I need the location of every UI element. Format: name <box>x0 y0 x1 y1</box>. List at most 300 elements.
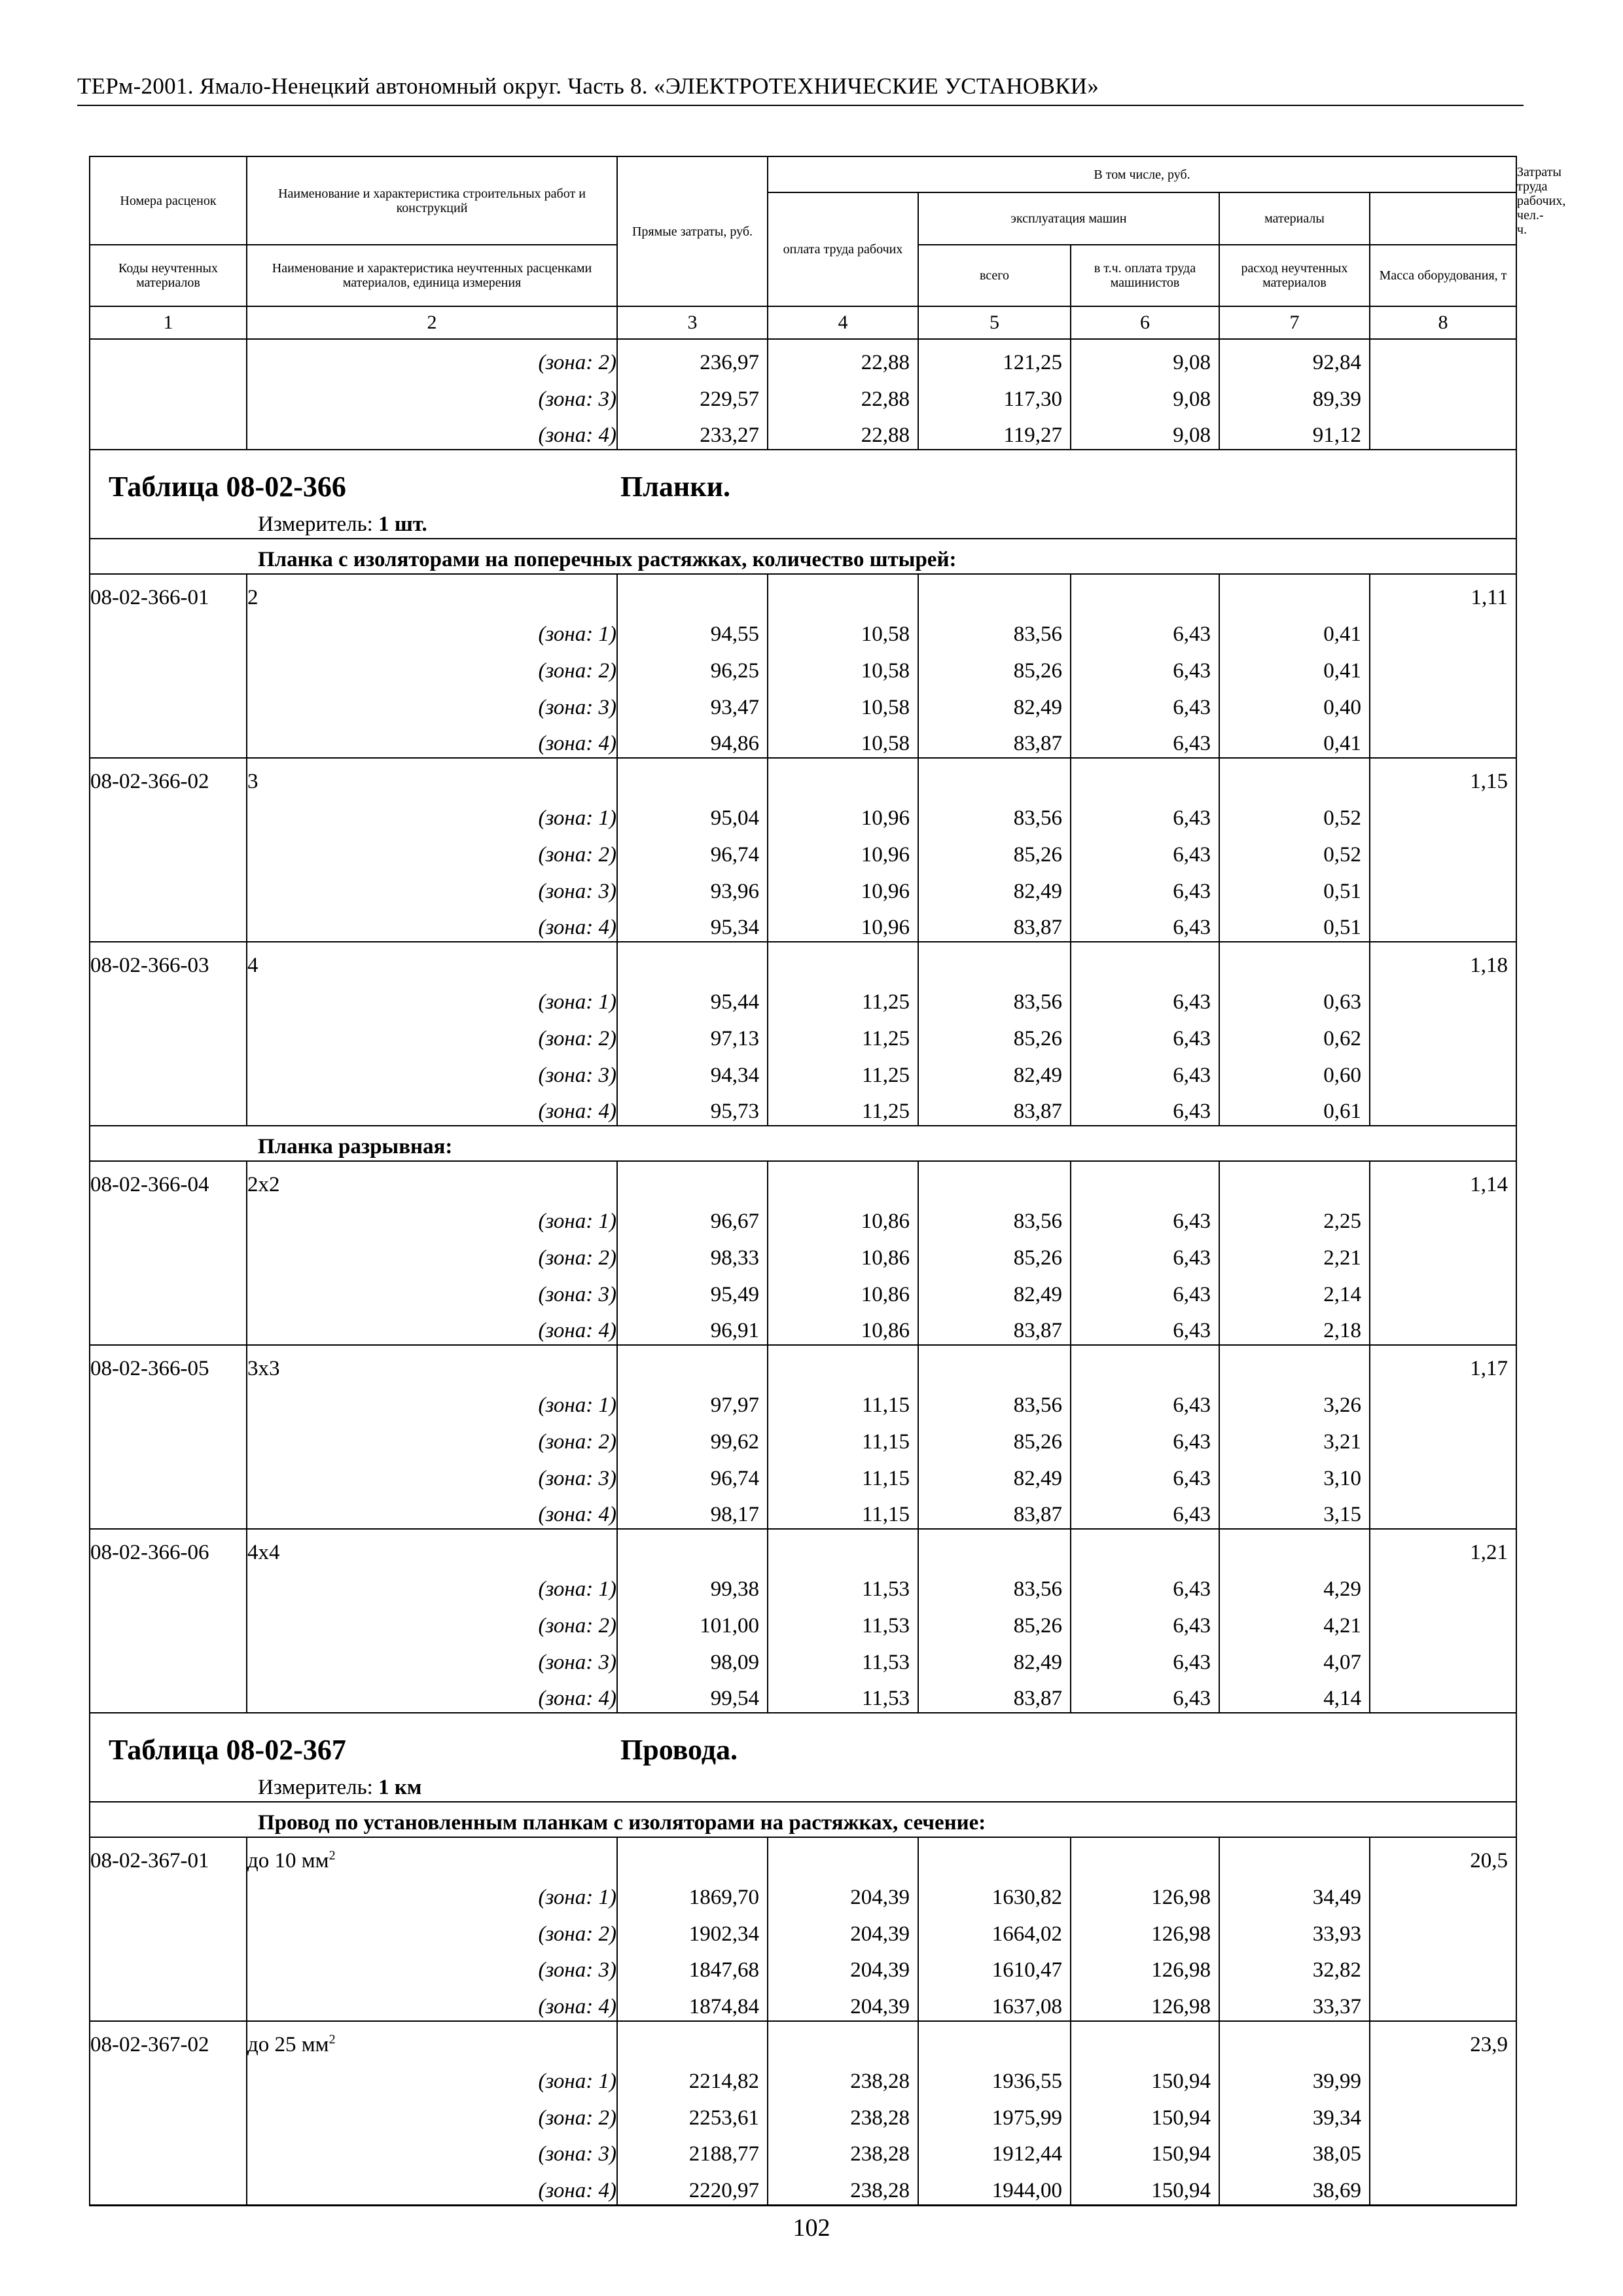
zone-row <box>90 1640 1516 1676</box>
value-cell: 1869,70 <box>617 1874 768 1911</box>
rate-code: 08-02-366-05 <box>90 1345 247 1382</box>
rate-code-cell <box>90 795 247 832</box>
value-cell: 0,63 <box>1219 979 1370 1016</box>
value-cell: 0,40 <box>1219 685 1370 721</box>
value-cell: 97,13 <box>617 1016 768 1052</box>
value-cell <box>1219 574 1370 611</box>
labor-hours-cell <box>1370 1052 1516 1089</box>
labor-hours-cell <box>1370 1874 1516 1911</box>
labor-hours-cell <box>1370 1456 1516 1492</box>
rate-row <box>90 1529 1516 1566</box>
zone-label: (зона: 4) <box>247 905 617 942</box>
value-cell: 99,62 <box>617 1419 768 1456</box>
labor-hours-cell <box>1370 1676 1516 1713</box>
labor-hours-cell <box>1370 376 1516 413</box>
rate-name-text: 2 <box>247 586 259 610</box>
labor-hours-cell <box>1370 1566 1516 1603</box>
rate-code-cell <box>90 1016 247 1052</box>
value-cell <box>918 2021 1071 2058</box>
value-cell: 83,87 <box>918 905 1071 942</box>
col-number: 1 <box>90 306 247 339</box>
value-cell: 3,21 <box>1219 1419 1370 1456</box>
value-cell: 33,93 <box>1219 1911 1370 1948</box>
col-header-rate-number: Номера расценок <box>90 156 247 245</box>
value-cell: 0,41 <box>1219 648 1370 685</box>
value-cell: 22,88 <box>768 339 918 376</box>
value-cell: 83,87 <box>918 721 1071 759</box>
zone-row <box>90 1235 1516 1272</box>
zone-row <box>90 832 1516 869</box>
col-header-machines: эксплуатация машин <box>918 192 1219 245</box>
rate-code-cell <box>90 611 247 648</box>
labor-hours-cell <box>1370 1308 1516 1346</box>
labor-hours-cell <box>1370 1911 1516 1948</box>
zone-row <box>90 1198 1516 1235</box>
col-header-work-name: Наименование и характеристика строительных работ и конструкций <box>247 156 617 245</box>
value-cell: 11,53 <box>768 1603 918 1640</box>
value-cell <box>617 574 768 611</box>
value-cell: 0,52 <box>1219 832 1370 869</box>
value-cell <box>1071 1529 1219 1566</box>
labor-hours: 1,15 <box>1370 758 1516 795</box>
rate-code-cell <box>90 1308 247 1346</box>
value-cell: 204,39 <box>768 1911 918 1948</box>
value-cell: 93,47 <box>617 685 768 721</box>
value-cell: 2188,77 <box>617 2132 768 2168</box>
zone-label: (зона: 4) <box>247 413 617 450</box>
value-cell: 238,28 <box>768 2168 918 2205</box>
rate-code-cell <box>90 832 247 869</box>
zone-label: (зона: 2) <box>247 339 617 376</box>
value-cell: 10,58 <box>768 721 918 759</box>
zone-row <box>90 1272 1516 1308</box>
value-cell <box>918 942 1071 979</box>
labor-hours-cell <box>1370 1948 1516 1984</box>
value-cell: 10,96 <box>768 905 918 942</box>
zone-label: (зона: 3) <box>247 869 617 905</box>
zone-label: (зона: 2) <box>247 1419 617 1456</box>
group-heading-row <box>90 1802 1516 1837</box>
rate-name <box>247 1837 617 1874</box>
value-cell: 2,25 <box>1219 1198 1370 1235</box>
group-heading: Планка с изоляторами на поперечных растяжках, количество штырей: <box>90 539 1516 574</box>
zone-row <box>90 1382 1516 1419</box>
value-cell: 2253,61 <box>617 2095 768 2132</box>
value-cell <box>617 1529 768 1566</box>
col-header-materials: материалы <box>1219 192 1370 245</box>
value-cell: 6,43 <box>1071 1456 1219 1492</box>
rate-row <box>90 2021 1516 2058</box>
labor-hours: 20,5 <box>1370 1837 1516 1874</box>
zone-label: (зона: 1) <box>247 1566 617 1603</box>
value-cell: 6,43 <box>1071 1566 1219 1603</box>
col-header-material-codes: Коды неучтенных материалов <box>90 245 247 306</box>
value-cell: 98,33 <box>617 1235 768 1272</box>
value-cell: 97,97 <box>617 1382 768 1419</box>
value-cell: 126,98 <box>1071 1874 1219 1911</box>
value-cell: 10,96 <box>768 869 918 905</box>
value-cell <box>617 2021 768 2058</box>
value-cell: 11,25 <box>768 1052 918 1089</box>
rate-name-text: 2x2 <box>247 1173 280 1197</box>
value-cell: 238,28 <box>768 2132 918 2168</box>
value-cell <box>918 574 1071 611</box>
zone-label: (зона: 3) <box>247 1456 617 1492</box>
labor-hours-cell <box>1370 795 1516 832</box>
value-cell: 98,17 <box>617 1492 768 1530</box>
value-cell: 38,05 <box>1219 2132 1370 2168</box>
value-cell <box>768 2021 918 2058</box>
value-cell: 85,26 <box>918 1603 1071 1640</box>
rate-code: 08-02-366-06 <box>90 1529 247 1566</box>
value-cell <box>617 758 768 795</box>
zone-label: (зона: 2) <box>247 648 617 685</box>
value-cell: 11,53 <box>768 1676 918 1713</box>
value-cell: 11,15 <box>768 1382 918 1419</box>
value-cell: 95,34 <box>617 905 768 942</box>
rate-code-cell <box>90 1089 247 1126</box>
labor-hours: 1,17 <box>1370 1345 1516 1382</box>
zone-label: (зона: 4) <box>247 1492 617 1530</box>
measure-value: 1 шт. <box>378 512 427 537</box>
value-cell: 94,34 <box>617 1052 768 1089</box>
group-heading-row <box>90 539 1516 574</box>
zone-label: (зона: 3) <box>247 1640 617 1676</box>
zone-row <box>90 1566 1516 1603</box>
value-cell: 85,26 <box>918 1016 1071 1052</box>
zone-label: (зона: 1) <box>247 611 617 648</box>
labor-hours-cell <box>1370 1603 1516 1640</box>
rate-code-cell <box>90 2168 247 2205</box>
value-cell: 83,56 <box>918 1382 1071 1419</box>
zone-row <box>90 1911 1516 1948</box>
labor-hours: 1,11 <box>1370 574 1516 611</box>
rate-code-cell <box>90 1419 247 1456</box>
labor-hours-cell <box>1370 1984 1516 2021</box>
group-heading: Планка разрывная: <box>90 1126 1516 1161</box>
value-cell: 10,58 <box>768 648 918 685</box>
zone-row <box>90 1456 1516 1492</box>
value-cell: 4,21 <box>1219 1603 1370 1640</box>
labor-hours: 1,18 <box>1370 942 1516 979</box>
value-cell <box>918 758 1071 795</box>
col-header-machines-total: всего <box>918 245 1071 306</box>
value-cell: 0,52 <box>1219 795 1370 832</box>
value-cell: 6,43 <box>1071 1272 1219 1308</box>
labor-hours-cell <box>1370 2058 1516 2095</box>
section-title-row <box>90 1713 1516 1767</box>
rate-name <box>247 1529 617 1566</box>
value-cell: 99,54 <box>617 1676 768 1713</box>
table-header: Номера расценок Наименование и характеристика строительных работ и конструкций Прямые затраты, руб. В том числе, руб. Затраты труда рабочих, чел.-ч. оплата труда рабочих эксплуатация машин материалы Коды неучтенных материалов Наименование и характеристика неучтенных расценками материалов, единица измерения всего в т.ч. оплата труда машинистов расход неучтенных материалов Масса оборудования, т 1 2 3 4 5 6 7 8 <box>90 156 1516 339</box>
value-cell: 83,87 <box>918 1089 1071 1126</box>
zone-label: (зона: 2) <box>247 1016 617 1052</box>
labor-hours-cell <box>1370 1640 1516 1676</box>
rate-code-cell <box>90 1052 247 1089</box>
value-cell: 6,43 <box>1071 685 1219 721</box>
zone-label: (зона: 3) <box>247 685 617 721</box>
rate-code-cell <box>90 1198 247 1235</box>
col-header-direct-costs: Прямые затраты, руб. <box>617 156 768 306</box>
rate-code-cell <box>90 1676 247 1713</box>
section-title-cell <box>90 450 1516 504</box>
rate-name-text: 4x4 <box>247 1541 280 1565</box>
value-cell: 11,53 <box>768 1566 918 1603</box>
col-header-including: В том числе, руб. <box>768 156 1516 192</box>
col-number: 7 <box>1219 306 1370 339</box>
rate-code-cell <box>90 1382 247 1419</box>
value-cell: 6,43 <box>1071 1308 1219 1346</box>
zone-label: (зона: 2) <box>247 2095 617 2132</box>
value-cell: 98,09 <box>617 1640 768 1676</box>
value-cell: 6,43 <box>1071 1492 1219 1530</box>
value-cell <box>1071 2021 1219 2058</box>
value-cell: 22,88 <box>768 413 918 450</box>
zone-row <box>90 339 1516 376</box>
zone-label: (зона: 2) <box>247 832 617 869</box>
zone-row <box>90 2095 1516 2132</box>
value-cell: 9,08 <box>1071 339 1219 376</box>
value-cell: 6,43 <box>1071 1089 1219 1126</box>
value-cell: 9,08 <box>1071 413 1219 450</box>
zone-label: (зона: 4) <box>247 2168 617 2205</box>
labor-hours-cell <box>1370 1272 1516 1308</box>
value-cell: 1664,02 <box>918 1911 1071 1948</box>
section-title-row <box>90 450 1516 504</box>
measure-row <box>90 504 1516 539</box>
value-cell <box>1071 758 1219 795</box>
zone-label: (зона: 1) <box>247 979 617 1016</box>
value-cell <box>768 1529 918 1566</box>
zone-row <box>90 2168 1516 2205</box>
value-cell: 121,25 <box>918 339 1071 376</box>
value-cell: 204,39 <box>768 1874 918 1911</box>
value-cell: 91,12 <box>1219 413 1370 450</box>
zone-label: (зона: 3) <box>247 2132 617 2168</box>
labor-hours-cell <box>1370 832 1516 869</box>
value-cell: 101,00 <box>617 1603 768 1640</box>
value-cell <box>1219 942 1370 979</box>
table-body <box>90 339 1516 2206</box>
labor-hours-cell <box>1370 2132 1516 2168</box>
col-header-labor-pay: оплата труда рабочих <box>768 192 918 306</box>
value-cell: 0,60 <box>1219 1052 1370 1089</box>
value-cell: 1944,00 <box>918 2168 1071 2205</box>
value-cell: 94,86 <box>617 721 768 759</box>
zone-label: (зона: 1) <box>247 795 617 832</box>
table-label: Таблица 08-02-366 <box>109 471 346 503</box>
labor-hours: 1,14 <box>1370 1161 1516 1198</box>
value-cell: 6,43 <box>1071 611 1219 648</box>
value-cell: 0,61 <box>1219 1089 1370 1126</box>
zone-label: (зона: 2) <box>247 1603 617 1640</box>
zone-label: (зона: 4) <box>247 1089 617 1126</box>
rate-code-cell <box>90 1603 247 1640</box>
zone-label: (зона: 2) <box>247 1911 617 1948</box>
value-cell: 3,15 <box>1219 1492 1370 1530</box>
rate-name-text: до 10 мм <box>247 1849 329 1873</box>
value-cell: 10,86 <box>768 1272 918 1308</box>
value-cell: 10,96 <box>768 832 918 869</box>
value-cell: 83,56 <box>918 1198 1071 1235</box>
value-cell: 83,56 <box>918 1566 1071 1603</box>
value-cell: 83,56 <box>918 795 1071 832</box>
labor-hours-cell <box>1370 2095 1516 2132</box>
zone-label: (зона: 4) <box>247 721 617 759</box>
labor-hours-cell <box>1370 611 1516 648</box>
value-cell: 6,43 <box>1071 1198 1219 1235</box>
value-cell <box>617 1345 768 1382</box>
value-cell <box>918 1345 1071 1382</box>
measure-label: Измеритель: <box>258 512 373 537</box>
table-name: Планки. <box>620 471 730 503</box>
value-cell: 6,43 <box>1071 648 1219 685</box>
value-cell: 1902,34 <box>617 1911 768 1948</box>
value-cell: 95,04 <box>617 795 768 832</box>
value-cell: 82,49 <box>918 685 1071 721</box>
value-cell: 96,74 <box>617 832 768 869</box>
value-cell: 6,43 <box>1071 795 1219 832</box>
value-cell: 0,51 <box>1219 905 1370 942</box>
value-cell <box>918 1837 1071 1874</box>
rate-code-cell <box>90 648 247 685</box>
value-cell: 22,88 <box>768 376 918 413</box>
value-cell <box>768 942 918 979</box>
rate-code: 08-02-366-03 <box>90 942 247 979</box>
value-cell: 0,51 <box>1219 869 1370 905</box>
value-cell <box>617 942 768 979</box>
rate-code-cell <box>90 1874 247 1911</box>
zone-row <box>90 1419 1516 1456</box>
rate-name <box>247 942 617 979</box>
value-cell: 6,43 <box>1071 1676 1219 1713</box>
value-cell: 10,86 <box>768 1308 918 1346</box>
rate-code-cell <box>90 905 247 942</box>
zone-row <box>90 1874 1516 1911</box>
rate-code-cell <box>90 869 247 905</box>
value-cell: 204,39 <box>768 1948 918 1984</box>
value-cell: 96,67 <box>617 1198 768 1235</box>
zone-row <box>90 1308 1516 1346</box>
zone-row <box>90 2058 1516 2095</box>
value-cell: 204,39 <box>768 1984 918 2021</box>
section-title-cell <box>90 1713 1516 1767</box>
value-cell: 85,26 <box>918 832 1071 869</box>
value-cell: 0,41 <box>1219 611 1370 648</box>
value-cell <box>918 1529 1071 1566</box>
value-cell: 119,27 <box>918 413 1071 450</box>
value-cell <box>768 1345 918 1382</box>
col-number: 6 <box>1071 306 1219 339</box>
value-cell: 39,34 <box>1219 2095 1370 2132</box>
rate-code-cell <box>90 2132 247 2168</box>
labor-hours: 1,21 <box>1370 1529 1516 1566</box>
value-cell <box>768 1161 918 1198</box>
labor-hours-cell <box>1370 721 1516 759</box>
zone-row <box>90 1492 1516 1530</box>
value-cell: 85,26 <box>918 1419 1071 1456</box>
col-header-material-names: Наименование и характеристика неучтенных расценками материалов, единица измерения <box>247 245 617 306</box>
value-cell: 126,98 <box>1071 1911 1219 1948</box>
zone-row <box>90 648 1516 685</box>
rate-code: 08-02-366-01 <box>90 574 247 611</box>
value-cell: 2220,97 <box>617 2168 768 2205</box>
group-heading-row <box>90 1126 1516 1161</box>
col-number: 4 <box>768 306 918 339</box>
page-number: 102 <box>793 2214 830 2242</box>
rate-name <box>247 574 617 611</box>
value-cell: 0,62 <box>1219 1016 1370 1052</box>
zone-row <box>90 1676 1516 1713</box>
col-header-materials-consumption: расход неучтенных материалов <box>1219 245 1370 306</box>
zone-label: (зона: 1) <box>247 1382 617 1419</box>
rate-code-cell <box>90 339 247 376</box>
rate-name-text: 3 <box>247 770 259 794</box>
labor-hours-cell <box>1370 1198 1516 1235</box>
value-cell: 11,53 <box>768 1640 918 1676</box>
labor-hours-cell <box>1370 1492 1516 1530</box>
value-cell <box>1219 1345 1370 1382</box>
rate-code-cell <box>90 1948 247 1984</box>
zone-row <box>90 869 1516 905</box>
value-cell <box>768 574 918 611</box>
value-cell: 83,87 <box>918 1676 1071 1713</box>
value-cell: 82,49 <box>918 1272 1071 1308</box>
value-cell: 1847,68 <box>617 1948 768 1984</box>
value-cell: 2,14 <box>1219 1272 1370 1308</box>
rate-name-text: 3x3 <box>247 1357 280 1381</box>
value-cell: 82,49 <box>918 1456 1071 1492</box>
rate-row <box>90 942 1516 979</box>
zone-label: (зона: 4) <box>247 1308 617 1346</box>
zone-row <box>90 376 1516 413</box>
col-header-machines-operators: в т.ч. оплата труда машинистов <box>1071 245 1219 306</box>
value-cell: 94,55 <box>617 611 768 648</box>
value-cell <box>1219 1529 1370 1566</box>
value-cell: 96,74 <box>617 1456 768 1492</box>
rate-code-cell <box>90 1456 247 1492</box>
value-cell: 11,15 <box>768 1456 918 1492</box>
value-cell: 126,98 <box>1071 1984 1219 2021</box>
zone-label: (зона: 4) <box>247 1984 617 2021</box>
value-cell: 10,86 <box>768 1235 918 1272</box>
col-number: 3 <box>617 306 768 339</box>
rate-code: 08-02-367-01 <box>90 1837 247 1874</box>
value-cell: 93,96 <box>617 869 768 905</box>
zone-label: (зона: 1) <box>247 1874 617 1911</box>
value-cell: 95,44 <box>617 979 768 1016</box>
unit-superscript: 2 <box>329 1848 336 1863</box>
labor-hours-cell <box>1370 869 1516 905</box>
value-cell <box>617 1837 768 1874</box>
value-cell: 96,25 <box>617 648 768 685</box>
rate-row <box>90 758 1516 795</box>
labor-hours: 23,9 <box>1370 2021 1516 2058</box>
value-cell: 82,49 <box>918 1052 1071 1089</box>
value-cell: 4,29 <box>1219 1566 1370 1603</box>
rate-row <box>90 1837 1516 1874</box>
value-cell: 2214,82 <box>617 2058 768 2095</box>
rate-name <box>247 2021 617 2058</box>
labor-hours-cell <box>1370 905 1516 942</box>
value-cell <box>1071 1161 1219 1198</box>
rate-code-cell <box>90 1566 247 1603</box>
value-cell: 10,58 <box>768 685 918 721</box>
value-cell: 96,91 <box>617 1308 768 1346</box>
section-title <box>90 1736 1516 1765</box>
col-header-equipment-mass: Масса оборудования, т <box>1370 245 1516 306</box>
col-number: 8 <box>1370 306 1516 339</box>
